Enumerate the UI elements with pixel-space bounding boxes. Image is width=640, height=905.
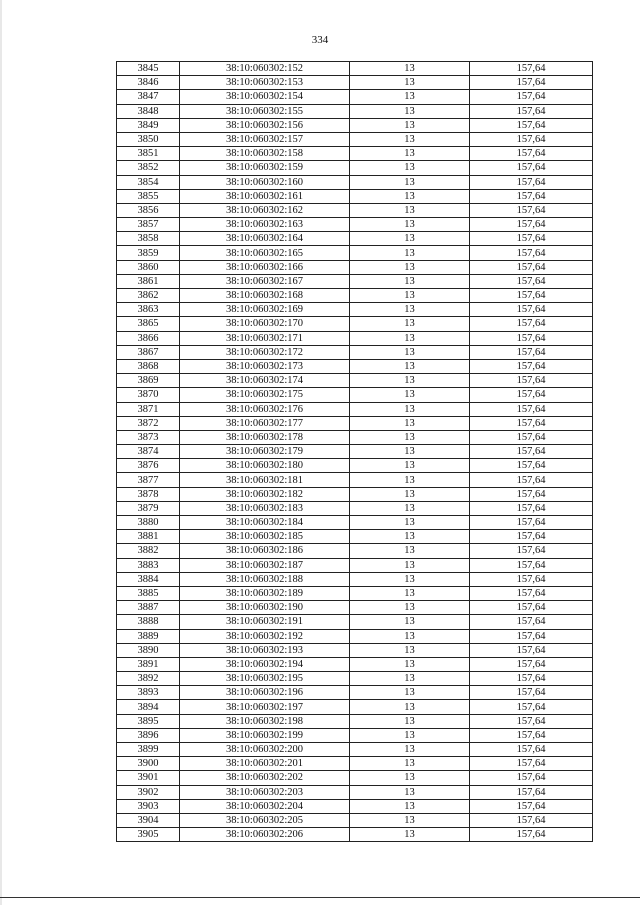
quantity-cell: 13 [350, 544, 470, 558]
cadastral-number-cell: 38:10:060302:194 [180, 657, 350, 671]
scan-edge-shadow [0, 0, 2, 905]
area-cell: 157,64 [470, 232, 593, 246]
cadastral-number-cell: 38:10:060302:181 [180, 473, 350, 487]
quantity-cell: 13 [350, 672, 470, 686]
table-row [117, 700, 593, 714]
row-number-cell: 3877 [117, 473, 180, 487]
area-cell: 157,64 [470, 90, 593, 104]
row-number-cell: 3862 [117, 289, 180, 303]
quantity-cell: 13 [350, 473, 470, 487]
row-number-cell: 3868 [117, 359, 180, 373]
row-number-cell: 3893 [117, 686, 180, 700]
quantity-cell: 13 [350, 218, 470, 232]
row-number-cell: 3866 [117, 331, 180, 345]
table-row [117, 771, 593, 785]
quantity-cell: 13 [350, 147, 470, 161]
quantity-cell: 13 [350, 714, 470, 728]
cadastral-number-cell: 38:10:060302:189 [180, 586, 350, 600]
cadastral-number-cell: 38:10:060302:204 [180, 799, 350, 813]
land-parcel-table [116, 61, 593, 842]
quantity-cell: 13 [350, 700, 470, 714]
cadastral-number-cell: 38:10:060302:196 [180, 686, 350, 700]
area-cell: 157,64 [470, 530, 593, 544]
area-cell: 157,64 [470, 359, 593, 373]
quantity-cell: 13 [350, 175, 470, 189]
cadastral-number-cell: 38:10:060302:183 [180, 501, 350, 515]
quantity-cell: 13 [350, 601, 470, 615]
quantity-cell: 13 [350, 558, 470, 572]
area-cell: 157,64 [470, 785, 593, 799]
quantity-cell: 13 [350, 813, 470, 827]
cadastral-number-cell: 38:10:060302:154 [180, 90, 350, 104]
quantity-cell: 13 [350, 246, 470, 260]
row-number-cell: 3847 [117, 90, 180, 104]
cadastral-number-cell: 38:10:060302:157 [180, 132, 350, 146]
table-row [117, 530, 593, 544]
cadastral-number-cell: 38:10:060302:163 [180, 218, 350, 232]
table-row [117, 317, 593, 331]
table-row [117, 714, 593, 728]
area-cell: 157,64 [470, 828, 593, 842]
quantity-cell: 13 [350, 374, 470, 388]
row-number-cell: 3889 [117, 629, 180, 643]
row-number-cell: 3896 [117, 728, 180, 742]
cadastral-number-cell: 38:10:060302:152 [180, 62, 350, 76]
quantity-cell: 13 [350, 388, 470, 402]
row-number-cell: 3876 [117, 459, 180, 473]
table-row [117, 416, 593, 430]
cadastral-number-cell: 38:10:060302:172 [180, 345, 350, 359]
row-number-cell: 3894 [117, 700, 180, 714]
table-row [117, 218, 593, 232]
table-row [117, 147, 593, 161]
quantity-cell: 13 [350, 799, 470, 813]
row-number-cell: 3878 [117, 487, 180, 501]
row-number-cell: 3869 [117, 374, 180, 388]
row-number-cell: 3850 [117, 132, 180, 146]
table-row [117, 813, 593, 827]
area-cell: 157,64 [470, 132, 593, 146]
table-row [117, 473, 593, 487]
quantity-cell: 13 [350, 586, 470, 600]
table-row [117, 62, 593, 76]
area-cell: 157,64 [470, 303, 593, 317]
table-row [117, 686, 593, 700]
table-row [117, 189, 593, 203]
cadastral-number-cell: 38:10:060302:171 [180, 331, 350, 345]
quantity-cell: 13 [350, 615, 470, 629]
table-row [117, 572, 593, 586]
area-cell: 157,64 [470, 218, 593, 232]
quantity-cell: 13 [350, 828, 470, 842]
cadastral-number-cell: 38:10:060302:169 [180, 303, 350, 317]
row-number-cell: 3863 [117, 303, 180, 317]
quantity-cell: 13 [350, 629, 470, 643]
cadastral-number-cell: 38:10:060302:155 [180, 104, 350, 118]
area-cell: 157,64 [470, 76, 593, 90]
table-row [117, 615, 593, 629]
table-row [117, 104, 593, 118]
row-number-cell: 3885 [117, 586, 180, 600]
table-row [117, 246, 593, 260]
area-cell: 157,64 [470, 402, 593, 416]
area-cell: 157,64 [470, 799, 593, 813]
table-row [117, 445, 593, 459]
cadastral-number-cell: 38:10:060302:182 [180, 487, 350, 501]
area-cell: 157,64 [470, 558, 593, 572]
area-cell: 157,64 [470, 118, 593, 132]
area-cell: 157,64 [470, 430, 593, 444]
cadastral-number-cell: 38:10:060302:203 [180, 785, 350, 799]
cadastral-number-cell: 38:10:060302:173 [180, 359, 350, 373]
area-cell: 157,64 [470, 544, 593, 558]
area-cell: 157,64 [470, 374, 593, 388]
table-row [117, 728, 593, 742]
table-row [117, 331, 593, 345]
area-cell: 157,64 [470, 175, 593, 189]
cadastral-number-cell: 38:10:060302:197 [180, 700, 350, 714]
row-number-cell: 3858 [117, 232, 180, 246]
cadastral-number-cell: 38:10:060302:179 [180, 445, 350, 459]
table-row [117, 785, 593, 799]
quantity-cell: 13 [350, 743, 470, 757]
row-number-cell: 3870 [117, 388, 180, 402]
cadastral-number-cell: 38:10:060302:166 [180, 260, 350, 274]
table-row [117, 657, 593, 671]
area-cell: 157,64 [470, 317, 593, 331]
row-number-cell: 3861 [117, 274, 180, 288]
cadastral-number-cell: 38:10:060302:192 [180, 629, 350, 643]
row-number-cell: 3905 [117, 828, 180, 842]
row-number-cell: 3849 [117, 118, 180, 132]
area-cell: 157,64 [470, 388, 593, 402]
row-number-cell: 3860 [117, 260, 180, 274]
cadastral-number-cell: 38:10:060302:159 [180, 161, 350, 175]
quantity-cell: 13 [350, 445, 470, 459]
cadastral-number-cell: 38:10:060302:153 [180, 76, 350, 90]
area-cell: 157,64 [470, 657, 593, 671]
quantity-cell: 13 [350, 487, 470, 501]
row-number-cell: 3900 [117, 757, 180, 771]
area-cell: 157,64 [470, 757, 593, 771]
quantity-cell: 13 [350, 459, 470, 473]
row-number-cell: 3865 [117, 317, 180, 331]
row-number-cell: 3891 [117, 657, 180, 671]
cadastral-number-cell: 38:10:060302:187 [180, 558, 350, 572]
table-row [117, 76, 593, 90]
row-number-cell: 3874 [117, 445, 180, 459]
row-number-cell: 3880 [117, 516, 180, 530]
quantity-cell: 13 [350, 516, 470, 530]
quantity-cell: 13 [350, 274, 470, 288]
table-row [117, 743, 593, 757]
quantity-cell: 13 [350, 189, 470, 203]
table-row [117, 289, 593, 303]
cadastral-number-cell: 38:10:060302:175 [180, 388, 350, 402]
table-row [117, 516, 593, 530]
table-row [117, 232, 593, 246]
area-cell: 157,64 [470, 289, 593, 303]
area-cell: 157,64 [470, 700, 593, 714]
table-row [117, 501, 593, 515]
table-row [117, 430, 593, 444]
area-cell: 157,64 [470, 516, 593, 530]
cadastral-number-cell: 38:10:060302:200 [180, 743, 350, 757]
cadastral-number-cell: 38:10:060302:188 [180, 572, 350, 586]
table-row [117, 203, 593, 217]
area-cell: 157,64 [470, 601, 593, 615]
table-row [117, 132, 593, 146]
table-row [117, 799, 593, 813]
area-cell: 157,64 [470, 62, 593, 76]
area-cell: 157,64 [470, 743, 593, 757]
cadastral-number-cell: 38:10:060302:162 [180, 203, 350, 217]
quantity-cell: 13 [350, 161, 470, 175]
table-body [117, 62, 593, 842]
cadastral-number-cell: 38:10:060302:160 [180, 175, 350, 189]
table-row [117, 601, 593, 615]
cadastral-number-cell: 38:10:060302:205 [180, 813, 350, 827]
quantity-cell: 13 [350, 572, 470, 586]
area-cell: 157,64 [470, 771, 593, 785]
table-row [117, 487, 593, 501]
table-row [117, 757, 593, 771]
area-cell: 157,64 [470, 643, 593, 657]
area-cell: 157,64 [470, 473, 593, 487]
table-row [117, 161, 593, 175]
row-number-cell: 3845 [117, 62, 180, 76]
row-number-cell: 3901 [117, 771, 180, 785]
row-number-cell: 3884 [117, 572, 180, 586]
quantity-cell: 13 [350, 345, 470, 359]
row-number-cell: 3895 [117, 714, 180, 728]
row-number-cell: 3872 [117, 416, 180, 430]
cadastral-number-cell: 38:10:060302:156 [180, 118, 350, 132]
quantity-cell: 13 [350, 530, 470, 544]
row-number-cell: 3881 [117, 530, 180, 544]
row-number-cell: 3890 [117, 643, 180, 657]
cadastral-number-cell: 38:10:060302:177 [180, 416, 350, 430]
row-number-cell: 3883 [117, 558, 180, 572]
table-row [117, 544, 593, 558]
row-number-cell: 3867 [117, 345, 180, 359]
row-number-cell: 3904 [117, 813, 180, 827]
quantity-cell: 13 [350, 643, 470, 657]
cadastral-number-cell: 38:10:060302:186 [180, 544, 350, 558]
area-cell: 157,64 [470, 501, 593, 515]
row-number-cell: 3879 [117, 501, 180, 515]
row-number-cell: 3902 [117, 785, 180, 799]
row-number-cell: 3851 [117, 147, 180, 161]
cadastral-number-cell: 38:10:060302:176 [180, 402, 350, 416]
table-row [117, 303, 593, 317]
area-cell: 157,64 [470, 189, 593, 203]
cadastral-number-cell: 38:10:060302:193 [180, 643, 350, 657]
table-row [117, 260, 593, 274]
cadastral-number-cell: 38:10:060302:199 [180, 728, 350, 742]
area-cell: 157,64 [470, 615, 593, 629]
table-row [117, 459, 593, 473]
quantity-cell: 13 [350, 289, 470, 303]
quantity-cell: 13 [350, 757, 470, 771]
quantity-cell: 13 [350, 416, 470, 430]
quantity-cell: 13 [350, 232, 470, 246]
quantity-cell: 13 [350, 402, 470, 416]
quantity-cell: 13 [350, 785, 470, 799]
table-row [117, 388, 593, 402]
area-cell: 157,64 [470, 331, 593, 345]
table-row [117, 274, 593, 288]
area-cell: 157,64 [470, 728, 593, 742]
cadastral-number-cell: 38:10:060302:201 [180, 757, 350, 771]
cadastral-number-cell: 38:10:060302:191 [180, 615, 350, 629]
cadastral-number-cell: 38:10:060302:158 [180, 147, 350, 161]
quantity-cell: 13 [350, 331, 470, 345]
area-cell: 157,64 [470, 161, 593, 175]
area-cell: 157,64 [470, 813, 593, 827]
area-cell: 157,64 [470, 445, 593, 459]
area-cell: 157,64 [470, 345, 593, 359]
cadastral-number-cell: 38:10:060302:206 [180, 828, 350, 842]
row-number-cell: 3846 [117, 76, 180, 90]
cadastral-number-cell: 38:10:060302:184 [180, 516, 350, 530]
area-cell: 157,64 [470, 487, 593, 501]
row-number-cell: 3857 [117, 218, 180, 232]
quantity-cell: 13 [350, 90, 470, 104]
quantity-cell: 13 [350, 501, 470, 515]
area-cell: 157,64 [470, 203, 593, 217]
quantity-cell: 13 [350, 686, 470, 700]
table-row [117, 175, 593, 189]
area-cell: 157,64 [470, 147, 593, 161]
table-row [117, 828, 593, 842]
quantity-cell: 13 [350, 728, 470, 742]
row-number-cell: 3887 [117, 601, 180, 615]
land-parcel-table-container [116, 61, 593, 842]
row-number-cell: 3903 [117, 799, 180, 813]
cadastral-number-cell: 38:10:060302:195 [180, 672, 350, 686]
row-number-cell: 3848 [117, 104, 180, 118]
quantity-cell: 13 [350, 359, 470, 373]
quantity-cell: 13 [350, 104, 470, 118]
table-row [117, 402, 593, 416]
cadastral-number-cell: 38:10:060302:170 [180, 317, 350, 331]
row-number-cell: 3854 [117, 175, 180, 189]
cadastral-number-cell: 38:10:060302:168 [180, 289, 350, 303]
row-number-cell: 3873 [117, 430, 180, 444]
cadastral-number-cell: 38:10:060302:164 [180, 232, 350, 246]
area-cell: 157,64 [470, 714, 593, 728]
table-row [117, 118, 593, 132]
cadastral-number-cell: 38:10:060302:161 [180, 189, 350, 203]
table-row [117, 345, 593, 359]
quantity-cell: 13 [350, 132, 470, 146]
row-number-cell: 3852 [117, 161, 180, 175]
quantity-cell: 13 [350, 317, 470, 331]
area-cell: 157,64 [470, 686, 593, 700]
quantity-cell: 13 [350, 771, 470, 785]
row-number-cell: 3892 [117, 672, 180, 686]
quantity-cell: 13 [350, 430, 470, 444]
table-row [117, 643, 593, 657]
area-cell: 157,64 [470, 274, 593, 288]
cadastral-number-cell: 38:10:060302:180 [180, 459, 350, 473]
area-cell: 157,64 [470, 416, 593, 430]
area-cell: 157,64 [470, 672, 593, 686]
cadastral-number-cell: 38:10:060302:198 [180, 714, 350, 728]
cadastral-number-cell: 38:10:060302:185 [180, 530, 350, 544]
table-row [117, 672, 593, 686]
table-row [117, 90, 593, 104]
quantity-cell: 13 [350, 62, 470, 76]
page-bottom-rule [0, 897, 640, 898]
area-cell: 157,64 [470, 104, 593, 118]
cadastral-number-cell: 38:10:060302:165 [180, 246, 350, 260]
cadastral-number-cell: 38:10:060302:202 [180, 771, 350, 785]
quantity-cell: 13 [350, 260, 470, 274]
quantity-cell: 13 [350, 657, 470, 671]
area-cell: 157,64 [470, 246, 593, 260]
cadastral-number-cell: 38:10:060302:167 [180, 274, 350, 288]
area-cell: 157,64 [470, 260, 593, 274]
cadastral-number-cell: 38:10:060302:190 [180, 601, 350, 615]
quantity-cell: 13 [350, 76, 470, 90]
area-cell: 157,64 [470, 459, 593, 473]
area-cell: 157,64 [470, 629, 593, 643]
table-row [117, 586, 593, 600]
row-number-cell: 3856 [117, 203, 180, 217]
row-number-cell: 3899 [117, 743, 180, 757]
quantity-cell: 13 [350, 118, 470, 132]
quantity-cell: 13 [350, 303, 470, 317]
cadastral-number-cell: 38:10:060302:178 [180, 430, 350, 444]
area-cell: 157,64 [470, 572, 593, 586]
table-row [117, 558, 593, 572]
area-cell: 157,64 [470, 586, 593, 600]
row-number-cell: 3871 [117, 402, 180, 416]
page-number: 334 [311, 34, 329, 46]
table-row [117, 629, 593, 643]
row-number-cell: 3855 [117, 189, 180, 203]
row-number-cell: 3888 [117, 615, 180, 629]
quantity-cell: 13 [350, 203, 470, 217]
table-row [117, 359, 593, 373]
row-number-cell: 3882 [117, 544, 180, 558]
row-number-cell: 3859 [117, 246, 180, 260]
table-row [117, 374, 593, 388]
cadastral-number-cell: 38:10:060302:174 [180, 374, 350, 388]
